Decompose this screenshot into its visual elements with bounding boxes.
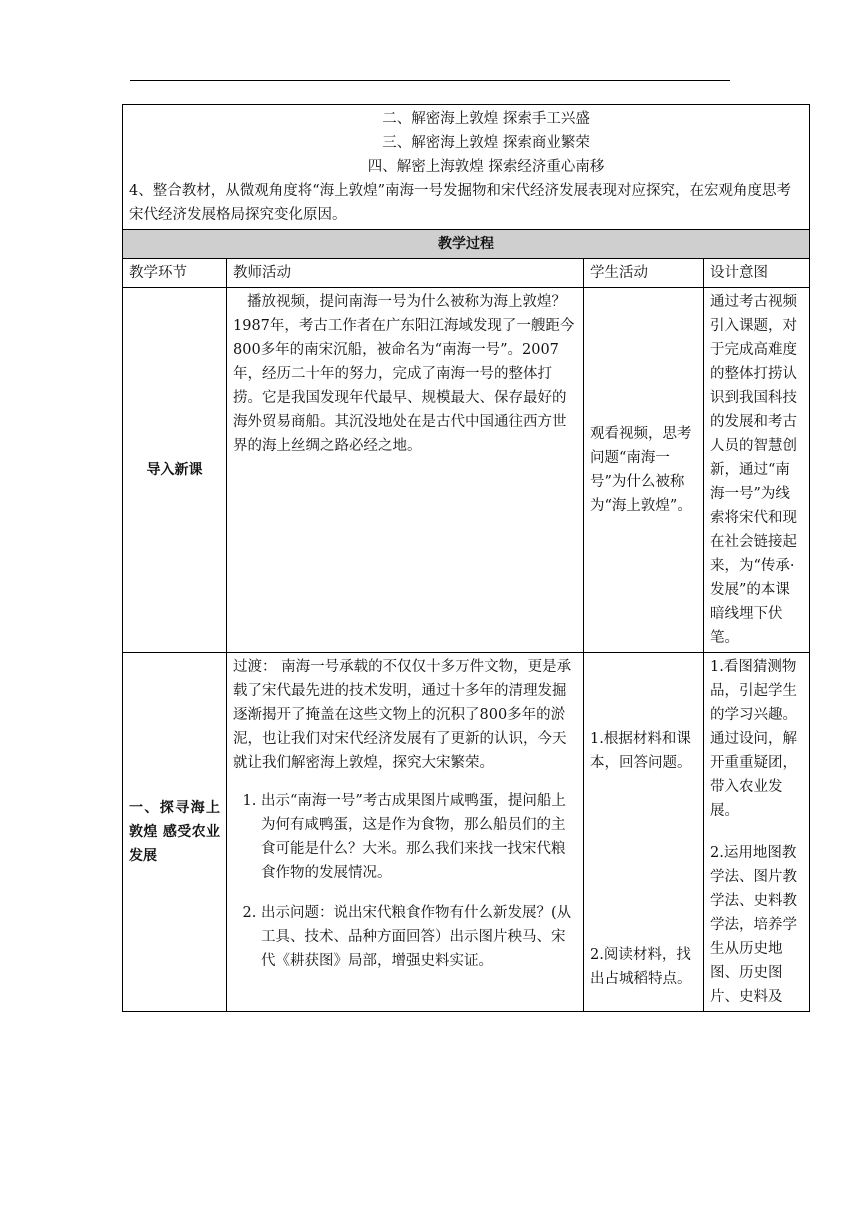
intro-line-4: 四、解密上海敦煌 探索经济重心南移	[367, 159, 605, 175]
teacher-text: 播放视频，提问南海一号为什么被称为海上敦煌？	[247, 294, 566, 310]
header-teacher: 教师活动	[227, 259, 584, 288]
teacher-text: 1987年，考古工作者在广东阳江海域发现了一艘距今800多年的南宋沉船，被命名为“南海一号”。2007年，经历二十年的努力，完成了南海一号的整体打捞。它是我国发现年代最早、规模最大、保存最好的海外贸易商船。其沉没地处在是古代中国通往西方世界的海上丝绸之路必经之地。	[233, 318, 575, 454]
stage-label: 导入新课	[123, 288, 227, 653]
intro-row	[123, 105, 810, 230]
header-student: 学生活动	[584, 259, 704, 288]
teacher-activity-cell	[227, 288, 584, 653]
header-design: 设计意图	[704, 259, 810, 288]
section-title: 教学过程	[123, 230, 810, 259]
intro-line-3: 三、解密海上敦煌 探索商业繁荣	[382, 135, 590, 151]
section-band-row	[123, 230, 810, 259]
list-item: 1. 出示“南海一号”考古成果图片咸鸭蛋，提问船上为何有咸鸭蛋，这是作为食物，那么船员们的主食可能是什么？大米。那么我们来找一找宋代粮食作物的发展情况。	[261, 789, 577, 885]
teacher-text: 过渡： 南海一号承载的不仅仅十多万件文物，更是承载了宋代最先进的技术发明，通过十多年的清理发掘逐渐揭开了掩盖在这些文物上的沉积了800多年的淤泥，也让我们对宋代经济发展有了更新的认识，今天就让我们解密海上敦煌，探究大宋繁荣。	[233, 659, 572, 771]
stage-label: 一、探寻海上敦煌 感受农业发展	[123, 653, 227, 1012]
list-item: 2. 出示问题：说出宋代粮食作物有什么新发展？(从工具、技术、品种方面回答）出示图片秧马、宋代《耕获图》局部，增强史料实证。	[261, 901, 577, 973]
lesson-plan-table	[122, 104, 810, 1012]
column-header-row	[123, 259, 810, 288]
design-text: 通过考古视频引入课题，对于完成高难度的整体打捞认识到我国科技的发展和考古人员的智慧创新，通过“南海一号”为线索将宋代和现在社会链接起来，为“传承·发展”的本课暗线埋下伏笔。	[710, 294, 797, 646]
header-rule	[130, 80, 730, 81]
student-text: 观看视频，思考问题“南海一号”为什么被称为“海上敦煌”。	[590, 426, 692, 514]
design-text: 2.运用地图教学法、图片教学法、史料教学法，培养学生从历史地图、历史图片、史料及	[710, 845, 797, 1005]
intro-line-2: 二、解密海上敦煌 探索手工兴盛	[382, 111, 590, 127]
student-text: 2.阅读材料，找出占城稻特点。	[590, 947, 692, 987]
teacher-activity-cell	[227, 653, 584, 1012]
table-row	[123, 653, 810, 1012]
design-text: 1.看图猜测物品，引起学生的学习兴趣。通过设问，解开重重疑团，带入农业发展。	[710, 659, 797, 819]
student-text: 1.根据材料和课本，回答问题。	[590, 731, 692, 771]
header-stage: 教学环节	[123, 259, 227, 288]
table-row	[123, 288, 810, 653]
student-activity-cell	[584, 653, 704, 1012]
teacher-steps	[233, 789, 577, 973]
student-activity-cell	[584, 288, 704, 653]
design-intent-cell	[704, 288, 810, 653]
intro-cell	[123, 105, 810, 230]
intro-point-4: 4、整合教材，从微观角度将“海上敦煌”南海一号发掘物和宋代经济发展表现对应探究，在宏观角度思考宋代经济发展格局探究变化原因。	[129, 183, 792, 223]
design-intent-cell	[704, 653, 810, 1012]
